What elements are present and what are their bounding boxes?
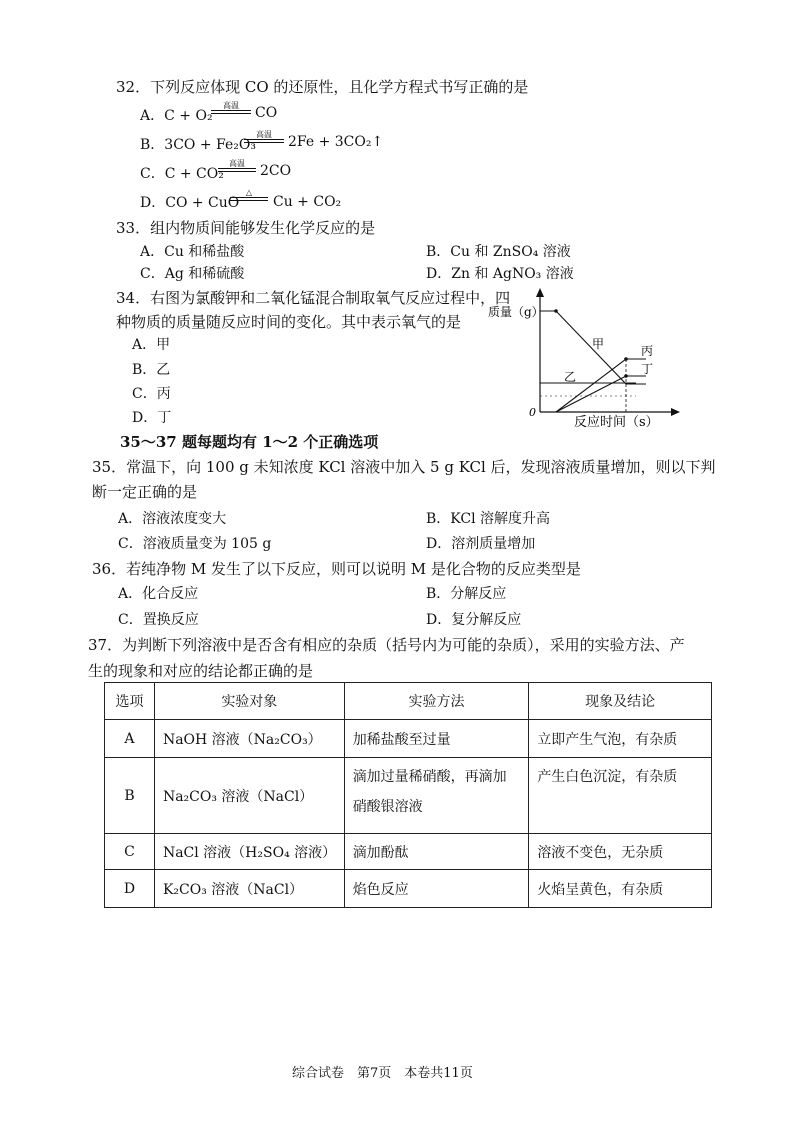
table-cell: NaCl 溶液（H₂SO₄ 溶液）	[154, 834, 344, 870]
table-cell: 火焰呈黄色，有杂质	[529, 870, 712, 908]
q36-option-b: B．分解反应	[426, 586, 507, 602]
q33-option-d: D．Zn 和 AgNO₃ 溶液	[426, 266, 574, 282]
q32-c-product: 2CO	[260, 163, 292, 179]
q32-b-product: 2Fe + 3CO₂↑	[288, 134, 384, 150]
q33-option-a: A．Cu 和稀盐酸	[140, 244, 245, 260]
q32-a-product: CO	[255, 105, 278, 121]
section-note: 35～37 题每题均有 1～2 个正确选项	[120, 433, 379, 451]
graph-origin: 0	[529, 406, 536, 419]
q32-d-product: Cu + CO₂	[273, 194, 342, 210]
table-header: 选项	[105, 683, 155, 720]
table-cell: Na₂CO₃ 溶液（NaCl）	[154, 758, 344, 834]
table-cell: 滴加过量稀硝酸，再滴加硝酸银溶液	[344, 758, 529, 834]
table-header: 实验对象	[154, 683, 344, 720]
y-axis-arrow	[536, 288, 544, 297]
table-cell: A	[105, 720, 155, 758]
table-row	[105, 870, 712, 908]
q36-option-d: D．复分解反应	[426, 612, 522, 628]
graph-ylabel: 质量（g）	[488, 305, 544, 319]
table-cell: D	[105, 870, 155, 908]
q35-option-d: D．溶剂质量增加	[426, 536, 536, 552]
label-bing: 丙	[641, 344, 654, 358]
q32-stem: 32．下列反应体现 CO 的还原性，且化学方程式书写正确的是	[116, 78, 529, 96]
q36-stem: 36．若纯净物 M 发生了以下反应，则可以说明 M 是化合物的反应类型是	[92, 560, 581, 578]
q35-stem-line1: 35．常温下，向 100 g 未知浓度 KCl 溶液中加入 5 g KCl 后，发现溶液质量增加，则以下判	[92, 458, 716, 476]
table-header-row	[105, 683, 712, 720]
q37-stem-line1: 37．为判断下列溶液中是否含有相应的杂质（括号内为可能的杂质），采用的实验方法、产	[88, 636, 685, 654]
q34-stem-line1: 34．右图为氯酸钾和二氧化锰混合制取氧气反应过程中，四	[116, 289, 511, 307]
q34-option-d: D．丁	[132, 410, 172, 426]
table-cell: 焰色反应	[344, 870, 529, 908]
q37-stem-line2: 生的现象和对应的结论都正确的是	[88, 662, 314, 680]
q32-option-a: A．C + O₂	[140, 108, 213, 124]
q36-option-a: A．化合反应	[118, 586, 199, 602]
table-cell: 加稀盐酸至过量	[344, 720, 529, 758]
q34-option-a: A．甲	[132, 337, 171, 353]
page-footer: 综合试卷 第7页 本卷共11页	[292, 1066, 473, 1081]
table-cell: 立即产生气泡，有杂质	[529, 720, 712, 758]
q37-table	[104, 682, 712, 908]
q35-option-b: B．KCl 溶解度升高	[426, 511, 551, 527]
graph-xlabel: 反应时间（s）	[574, 415, 659, 430]
q32-option-b: B．3CO + Fe₂O₃	[140, 137, 256, 153]
q32-option-d: D．CO + CuO	[140, 195, 240, 211]
q33-option-c: C．Ag 和稀硫酸	[140, 266, 245, 282]
q32-d-condition: △	[230, 188, 268, 201]
label-ding: 丁	[641, 362, 654, 376]
curve-bing	[556, 359, 646, 412]
table-cell: 产生白色沉淀，有杂质	[529, 758, 712, 834]
q34-option-c: C．丙	[132, 386, 171, 402]
table-row	[105, 720, 712, 758]
q35-option-a: A．溶液浓度变大	[118, 511, 227, 527]
label-yi: 乙	[564, 370, 577, 384]
x-axis-arrow	[671, 408, 680, 416]
q35-option-c: C．溶液质量变为 105 g	[118, 536, 272, 552]
table-cell: NaOH 溶液（Na₂CO₃）	[154, 720, 344, 758]
q32-b-condition: 高温	[244, 130, 284, 143]
q32-a-condition: 高温	[211, 101, 251, 114]
table-header: 现象及结论	[529, 683, 712, 720]
q35-stem-line2: 断一定正确的是	[92, 483, 198, 501]
table-cell: B	[105, 758, 155, 834]
q34-option-b: B．乙	[132, 362, 171, 378]
q33-stem: 33．组内物质间能够发生化学反应的是	[116, 219, 376, 237]
q32-option-c: C．C + CO₂	[140, 166, 224, 182]
table-header: 实验方法	[344, 683, 529, 720]
q36-option-c: C．置换反应	[118, 612, 199, 628]
q32-c-condition: 高温	[218, 159, 256, 172]
q34-mass-time-graph	[486, 284, 686, 434]
table-row	[105, 834, 712, 870]
q33-option-b: B．Cu 和 ZnSO₄ 溶液	[426, 244, 571, 260]
table-cell: K₂CO₃ 溶液（NaCl）	[154, 870, 344, 908]
table-row	[105, 758, 712, 834]
table-cell: 滴加酚酞	[344, 834, 529, 870]
table-cell: C	[105, 834, 155, 870]
table-cell: 溶液不变色，无杂质	[529, 834, 712, 870]
label-jia: 甲	[592, 337, 605, 351]
q34-stem-line2: 种物质的质量随反应时间的变化。其中表示氧气的是	[116, 313, 462, 331]
